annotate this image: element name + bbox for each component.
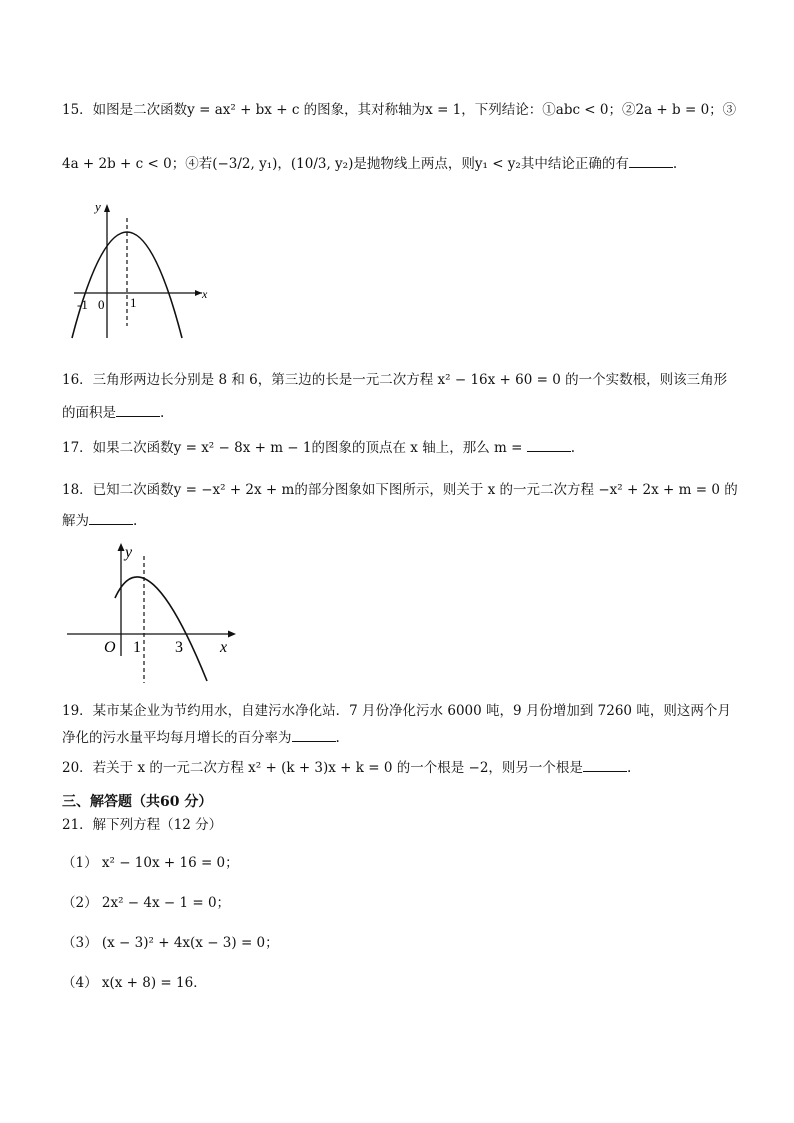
parabola-figure-2	[62, 538, 247, 688]
parabola-curve	[115, 577, 207, 681]
q21-item-2: （2） 2x² − 4x − 1 = 0；	[62, 895, 231, 911]
tick-3: 3	[175, 639, 183, 656]
q17-text: 17．如果二次函数y = x² − 8x + m − 1的图象的顶点在 x 轴上，那么 m =	[62, 440, 523, 456]
q17-line	[62, 438, 575, 458]
q18-line1-text: 18．已知二次函数y = −x² + 2x + m的部分图象如下图所示，则关于 x 的一元二次方程 −x² + 2x + m = 0 的	[62, 482, 738, 498]
tick-neg1: -1	[77, 297, 88, 312]
q15-line2	[62, 154, 677, 174]
q19-line2-text: 净化的污水量平均每月增长的百分率为	[62, 730, 292, 746]
q20-period: .	[626, 760, 632, 776]
parabola-figure-1	[62, 198, 222, 348]
q16-line2-text: 的面积是	[62, 405, 116, 421]
q16-line1-text: 16．三角形两边长分别是 8 和 6，第三边的长是一元二次方程 x² − 16x + 60 = 0 的一个实数根，则该三角形	[62, 372, 728, 388]
q15-period: .	[672, 156, 678, 172]
tick-1: 1	[130, 295, 137, 310]
tick-0: 0	[98, 297, 105, 312]
q18-line1	[62, 480, 738, 500]
x-axis-arrow	[195, 290, 202, 296]
x-label: x	[220, 639, 228, 656]
origin-label: O	[104, 639, 116, 656]
q19-line2	[62, 728, 340, 748]
y-label: y	[125, 544, 133, 561]
q17-period: .	[570, 440, 575, 456]
y-axis-arrow	[118, 543, 125, 551]
q16-line1	[62, 370, 727, 390]
section-title: 三、解答题（共60 分）	[62, 794, 213, 810]
answer-blank	[89, 511, 133, 525]
x-label: x	[202, 287, 208, 301]
q19-line1	[62, 701, 731, 721]
q19-period: .	[335, 730, 340, 746]
q21-title: 21．解下列方程（12 分）	[62, 817, 223, 833]
answer-blank	[292, 728, 336, 742]
q18-line2	[62, 511, 137, 531]
q16-period: .	[160, 405, 165, 421]
q21-item-3: （3） (x − 3)² + 4x(x − 3) = 0；	[62, 935, 279, 951]
q15-line1-text: 15．如图是二次函数y = ax² + bx + c 的图象，其对称轴为x = 1，下列结论：①abc < 0；②2a + b = 0；③	[62, 102, 737, 118]
q20-line	[62, 758, 631, 778]
x-axis-arrow	[228, 631, 236, 638]
y-axis-arrow	[104, 204, 110, 212]
q15-line1	[62, 100, 736, 120]
q20-text: 20．若关于 x 的一元二次方程 x² + (k + 3)x + k = 0 的一个根是 −2，则另一个根是	[62, 760, 583, 776]
answer-blank	[116, 403, 160, 417]
q19-line1-text: 19．某市某企业为节约用水，自建污水净化站．7 月份净化污水 6000 吨，9 月份增加到 7260 吨，则这两个月	[62, 703, 731, 719]
q16-line2	[62, 403, 164, 423]
q18-period: .	[133, 513, 138, 529]
q21-item-1: （1） x² − 10x + 16 = 0；	[62, 855, 239, 871]
answer-blank	[629, 154, 673, 168]
answer-blank	[583, 758, 627, 772]
answer-blank	[527, 438, 571, 452]
y-label: y	[95, 199, 101, 214]
q15-line2-text: 4a + 2b + c < 0；④若(−3/2, y₁)，(10/3, y₂)是抛物线上两点，则y₁ < y₂其中结论正确的有	[62, 156, 629, 172]
q21-item-4: （4） x(x + 8) = 16．	[62, 975, 207, 991]
q18-line2-text: 解为	[62, 513, 89, 529]
tick-1: 1	[133, 639, 141, 656]
